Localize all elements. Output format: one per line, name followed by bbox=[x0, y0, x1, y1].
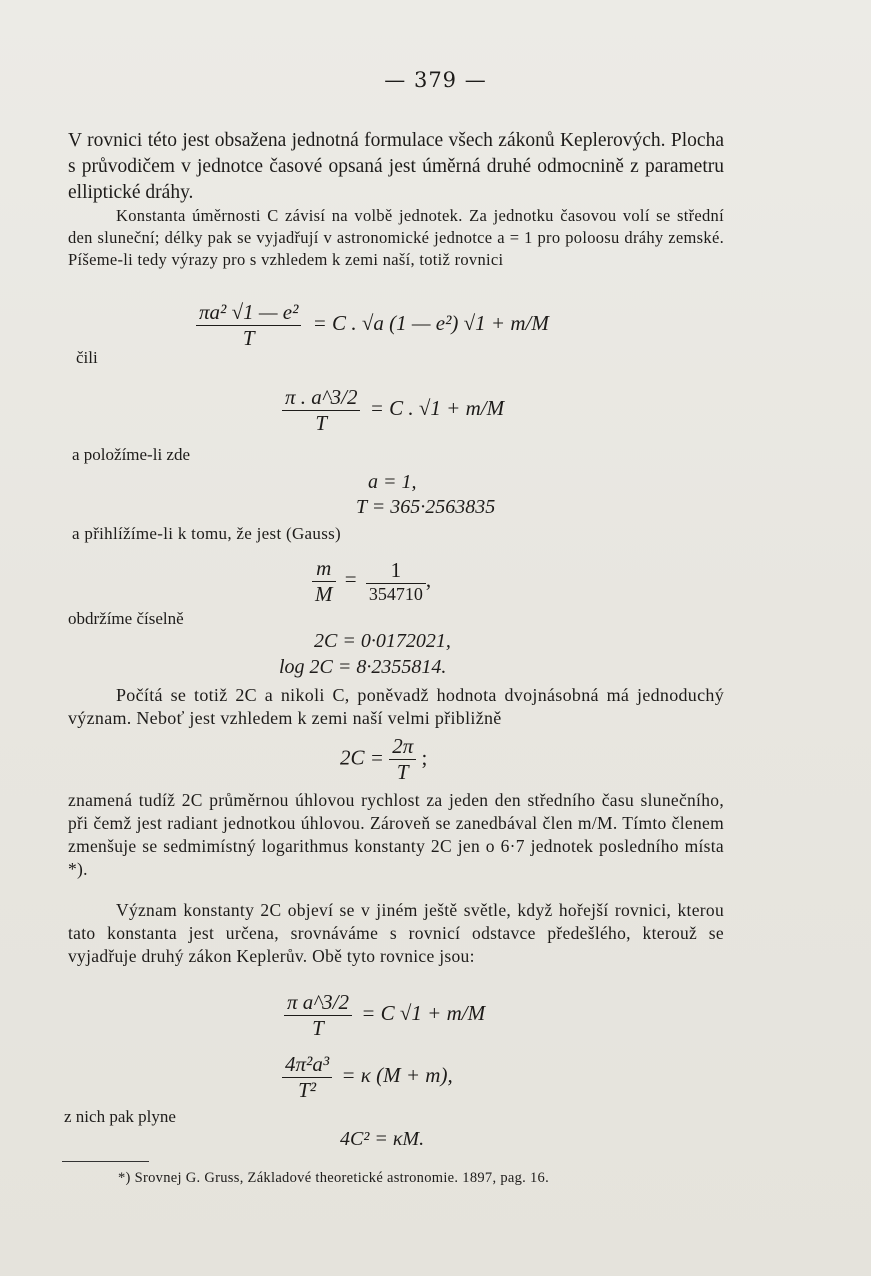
eq1-numerator: πa² √1 — e² bbox=[199, 300, 299, 324]
eq1-rhs: = C . √a (1 — e²) √1 + m/M bbox=[312, 311, 549, 336]
eq2-rhs: = C . √1 + m/M bbox=[369, 396, 505, 421]
eq2-denominator: T bbox=[282, 410, 360, 436]
eq4-lhs-denominator: M bbox=[312, 581, 336, 607]
label-polozime: a položíme-li zde bbox=[72, 445, 191, 464]
equation-2C-approx: 2C = $\frac{2\pi}{T}$ ; bbox=[340, 734, 428, 784]
eq6-lhs: 2C = bbox=[340, 745, 384, 770]
eq8-denominator: T² bbox=[282, 1077, 332, 1103]
label-znich: z nich pak plyne bbox=[64, 1107, 176, 1126]
equation-simplified bbox=[282, 385, 504, 436]
equation-area-rate bbox=[196, 300, 549, 351]
eq6-denominator: T bbox=[389, 759, 416, 785]
paragraph-significance: Význam konstanty 2C objeví se v jiném ještě světle, když hořejší rovnici, kterou tato konstanta jest určena, srovnáváme s rovnicí odstavce předešlého, kterouž se vyjadřuje druhý zákon Keplerův. Obě tyto rovnice jsou: bbox=[68, 900, 724, 966]
paragraph-intro: V rovnici této jest obsažena jednotná formulace všech zákonů Keplerových. Plocha s průvodičem v jednotce časové opsaná jest úměrná druhé odmocnině z parametru elliptické dráhy. bbox=[68, 130, 724, 203]
paragraph-2C: Počítá se totiž 2C a nikoli C, poněvadž hodnota dvojnásobná má jednoduchý význam. Neboť jest vzhledem k zemi naší velmi přibližně bbox=[68, 685, 724, 728]
label-cili: čili bbox=[76, 348, 98, 367]
equation-a-equals-1: a = 1, bbox=[368, 471, 417, 493]
equation-kepler-law bbox=[282, 1052, 453, 1103]
eq7-rhs: = C √1 + m/M bbox=[361, 1001, 486, 1026]
label-prihlizime: a přihlížíme-li k tomu, že jest (Gauss) bbox=[72, 524, 341, 543]
eq1-denominator: T bbox=[196, 325, 301, 351]
paragraph-angular-speed: znamená tudíž 2C průměrnou úhlovou rychlost za jeden den středního času slunečního, při čemž jest radiant jednotkou úhlovou. Zároveň se zanedbával člen m/M. Tímto členem zmenšuje se sedmimístný logarithmus konstanty 2C jen o 6·7 jednotek posledního místa *). bbox=[68, 790, 724, 879]
equation-2C-value: 2C = 0·0172021, bbox=[314, 630, 451, 652]
eq4-rhs-numerator: 1 bbox=[390, 558, 402, 582]
eq4-rhs-denominator: 354710 bbox=[366, 583, 426, 605]
footnote: *) Srovnej G. Gruss, Základové theoretické astronomie. 1897, pag. 16. bbox=[118, 1170, 550, 1186]
equation-T-value: T = 365·2563835 bbox=[356, 496, 496, 518]
eq4-lhs-numerator: m bbox=[316, 556, 332, 580]
eq8-numerator: 4π²a³ bbox=[285, 1052, 330, 1076]
eq8-rhs: = κ (M + m), bbox=[341, 1063, 453, 1088]
label-obdrzime: obdržíme číselně bbox=[68, 609, 184, 628]
equation-kepler-third bbox=[284, 990, 485, 1041]
equation-result: 4C² = κM. bbox=[340, 1128, 425, 1150]
footnote-rule bbox=[62, 1161, 149, 1162]
equation-log-2C: log 2C = 8·2355814. bbox=[279, 656, 447, 678]
eq7-denominator: T bbox=[284, 1015, 352, 1041]
eq2-numerator: π . a^3/2 bbox=[285, 385, 358, 409]
paragraph-constant: Konstanta úměrnosti C závisí na volbě jednotek. Za jednotku časovou volí se střední den sluneční; délky pak se vyjadřují v astronomické jednotce a = 1 pro poloosu dráhy zemské. Píšeme-li tedy výrazy pro s vzhledem k zemi naší, totiž rovnici bbox=[68, 206, 724, 269]
eq6-numerator: 2π bbox=[392, 734, 414, 758]
equation-mass-ratio: $\frac{m}{M}$ = $\frac{1}{354710}$ , bbox=[312, 556, 431, 607]
eq7-numerator: π a^3/2 bbox=[287, 990, 349, 1014]
page-number: — 379 — bbox=[384, 68, 487, 92]
